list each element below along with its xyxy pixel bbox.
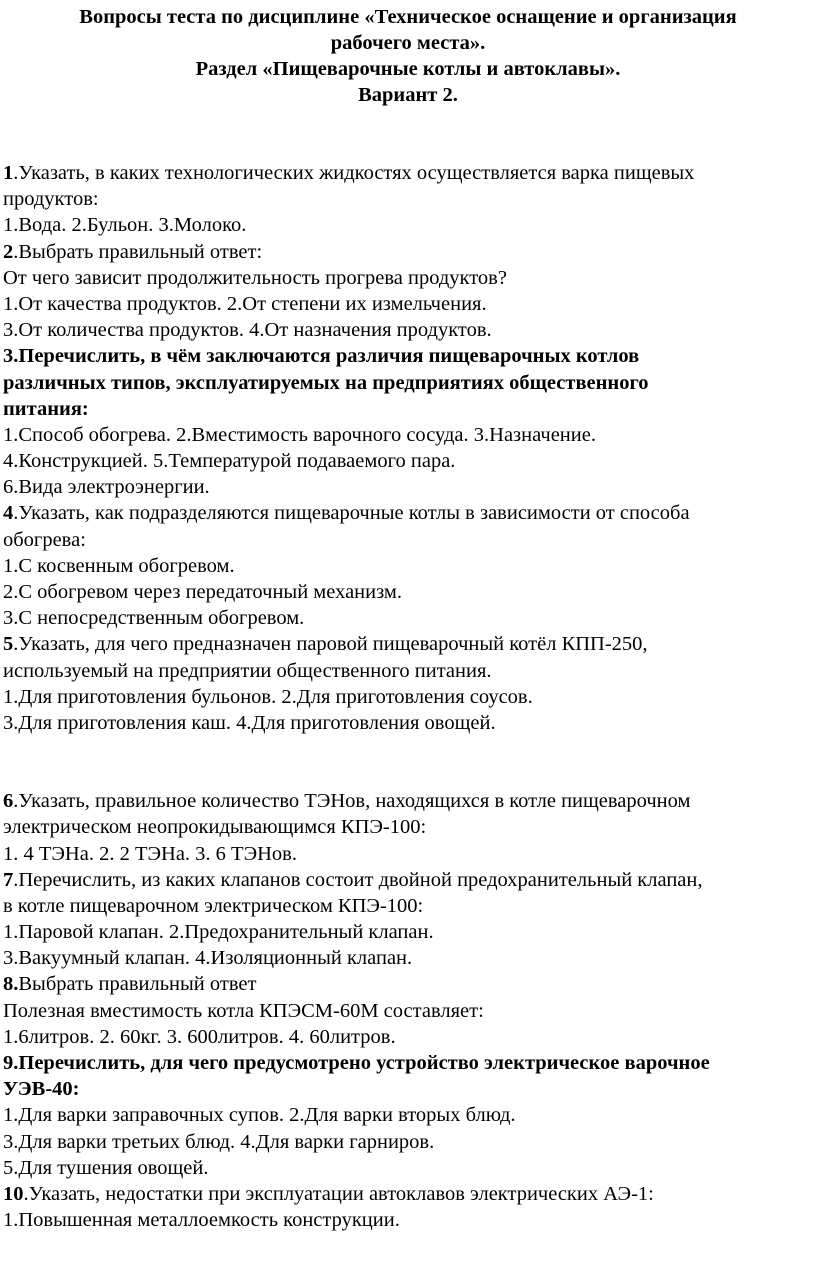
question-2	[3, 239, 815, 344]
answer-options: 1.6литров. 2. 60кг. 3. 600литров. 4. 60литров.	[3, 1025, 396, 1048]
question-number: 10	[3, 1182, 24, 1205]
question-text: .Указать, в каких технологических жидкостях осуществляется варка пищевых	[13, 162, 695, 184]
answer-options: 3.С непосредственным обогревом.	[3, 607, 305, 630]
question-text: .Перечислить, в чём заключаются различия пищеварочных котлов	[13, 345, 640, 368]
question-number: 6	[3, 790, 14, 813]
question-7	[3, 867, 815, 972]
answer-options: 3.Вакуумный клапан. 4.Изоляционный клапан.	[3, 947, 413, 970]
header-title-line-1: Вопросы теста по дисциплине «Техническое оснащение и организация	[79, 6, 737, 28]
document-header	[0, 4, 816, 108]
answer-options: 4.Конструкцией. 5.Температурой подаваемого пара.	[3, 450, 456, 473]
question-text: .Указать, как подразделяются пищеварочные котлы в зависимости от способа	[13, 502, 690, 525]
question-number: 2	[3, 240, 14, 263]
question-6	[3, 788, 815, 867]
question-text: .Указать, недостатки при эксплуатации автоклавов электрических АЭ-1:	[23, 1182, 654, 1205]
question-text: различных типов, эксплуатируемых на предприятиях общественного	[3, 371, 649, 394]
question-text: От чего зависит продолжительность прогрева продуктов?	[3, 266, 507, 289]
question-text: Полезная вместимость котла КПЭСМ-60М составляет:	[3, 999, 484, 1022]
question-text: электрическом неопрокидывающимся КПЭ-100:	[3, 816, 427, 839]
question-5	[3, 631, 815, 736]
question-8	[3, 971, 815, 1050]
answer-options: 1.Для варки заправочных супов. 2.Для варки вторых блюд.	[3, 1104, 516, 1127]
answer-options: 1. 4 ТЭНа. 2. 2 ТЭНа. 3. 6 ТЭНов.	[3, 842, 297, 865]
question-text: Перечислить, для чего предусмотрено устройство электрическое варочное	[18, 1052, 710, 1074]
question-number: 5	[3, 633, 14, 656]
answer-options: 1.Вода. 2.Бульон. 3.Молоко.	[3, 214, 247, 237]
answer-options: 1.Паровой клапан. 2.Предохранительный клапан.	[3, 921, 434, 944]
question-text: в котле пищеварочном электрическом КПЭ-100:	[3, 894, 424, 917]
answer-options: 1.Повышенная металлоемкость конструкции.	[3, 1209, 400, 1232]
answer-options: 3.Для приготовления каш. 4.Для приготовления овощей.	[3, 711, 496, 734]
blank-gap	[3, 736, 815, 788]
answer-options: 2.С обогревом через передаточный механизм.	[3, 581, 403, 603]
question-text: продуктов:	[3, 188, 99, 211]
question-text: .Перечислить, из каких клапанов состоит двойной предохранительный клапан,	[13, 868, 703, 891]
question-3	[3, 343, 815, 500]
answer-options: 3.От количества продуктов. 4.От назначения продуктов.	[3, 319, 492, 342]
answer-options: 1.Для приготовления бульонов. 2.Для приготовления соусов.	[3, 685, 533, 708]
answer-options: 1.С косвенным обогревом.	[3, 554, 235, 577]
header-section-title: Раздел «Пищеварочные котлы и автоклавы».	[195, 58, 621, 80]
question-number: 8.	[3, 973, 19, 996]
questions-list	[3, 160, 815, 1233]
question-9	[3, 1050, 815, 1181]
question-number: 4	[3, 502, 14, 525]
question-text: Выбрать правильный ответ	[18, 973, 257, 996]
question-text: обогрева:	[3, 528, 86, 551]
question-text: используемый на предприятии общественного питания.	[3, 659, 492, 682]
answer-options: 5.Для тушения овощей.	[3, 1156, 209, 1179]
question-number: 9.	[3, 1052, 19, 1074]
question-text: .Указать, правильное количество ТЭНов, находящихся в котле пищеварочном	[13, 790, 691, 813]
question-10	[3, 1181, 815, 1233]
answer-options: 3.Для варки третьих блюд. 4.Для варки гарниров.	[3, 1130, 435, 1153]
question-text: .Указать, для чего предназначен паровой пищеварочный котёл КПП-250,	[13, 633, 648, 656]
header-title-line-2: рабочего места».	[330, 32, 486, 54]
question-number: 3	[3, 345, 14, 368]
question-number: 7	[3, 868, 14, 891]
answer-options: 6.Вида электроэнергии.	[3, 476, 210, 499]
answer-options: 1.Способ обогрева. 2.Вместимость варочного сосуда. 3.Назначение.	[3, 423, 596, 446]
question-text: .Выбрать правильный ответ:	[13, 240, 263, 263]
header-variant: Вариант 2.	[358, 84, 458, 106]
question-number: 1	[3, 162, 14, 184]
question-1	[3, 160, 815, 239]
question-text: УЭВ-40:	[3, 1078, 80, 1101]
answer-options: 1.От качества продуктов. 2.От степени их измельчения.	[3, 292, 487, 315]
question-4	[3, 500, 815, 631]
question-text: питания:	[3, 397, 89, 420]
